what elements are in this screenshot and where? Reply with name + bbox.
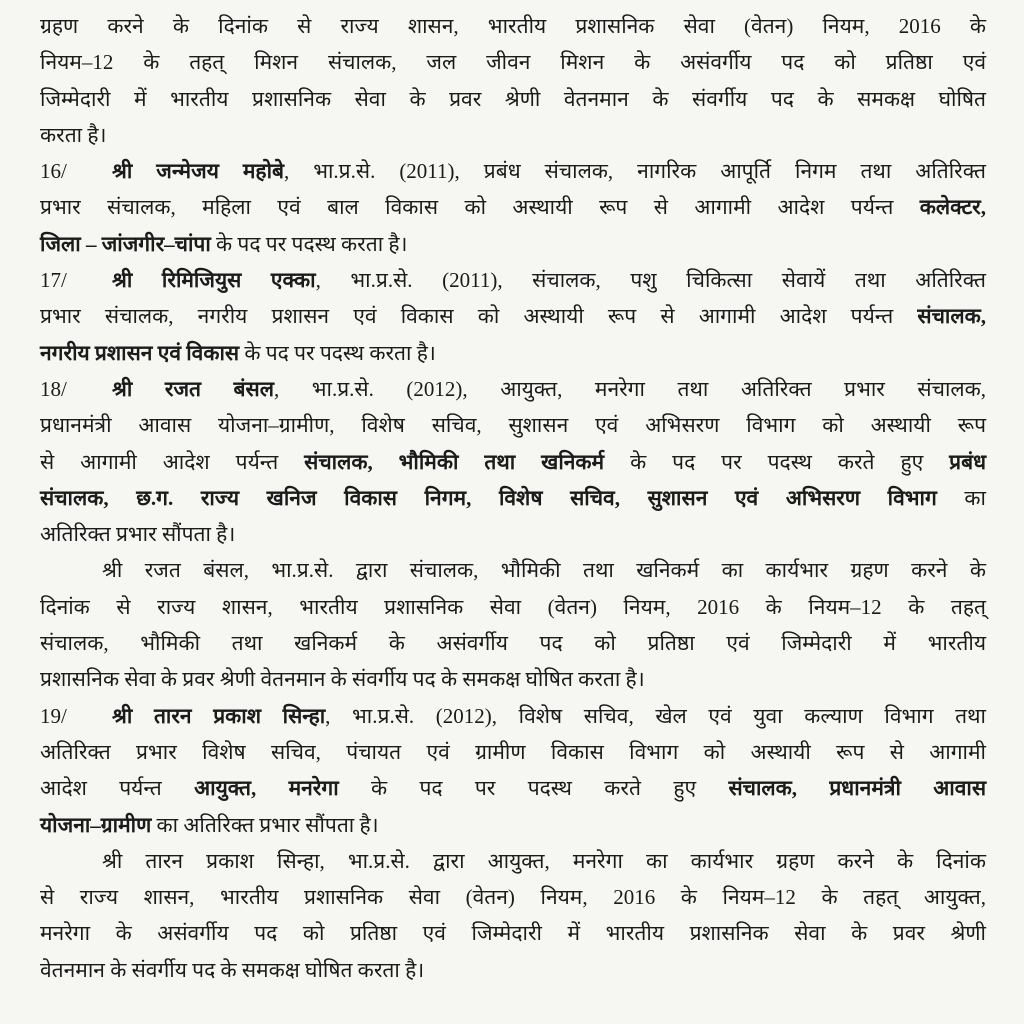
text-line xyxy=(40,552,986,588)
item-number: 19/ xyxy=(40,703,67,728)
item-number: 17/ xyxy=(40,268,67,293)
text-line xyxy=(40,661,986,697)
bold-text: श्री जन्मेजय महोबे xyxy=(112,159,284,184)
text-line xyxy=(40,44,986,80)
item-number: 16/ xyxy=(40,159,67,184)
text-segment: प्रशासनिक सेवा के प्रवर श्रेणी वेतनमान के संवर्गीय पद के समकक्ष घोषित करता है। xyxy=(40,667,645,692)
item-number: 18/ xyxy=(40,376,67,401)
text-segment: से राज्य शासन, भारतीय प्रशासनिक सेवा (वेतन) नियम, 2016 के नियम–12 के तहत् आयुक्त, xyxy=(40,885,986,910)
text-segment: के पद पर पदस्थ करता है। xyxy=(239,340,436,365)
text-line xyxy=(40,698,986,734)
bold-text: संचालक, छ.ग. राज्य खनिज विकास निगम, विशेष सचिव, सुशासन एवं अभिसरण विभाग xyxy=(40,485,937,510)
text-segment: के पद पर पदस्थ करते हुए xyxy=(604,449,950,474)
text-line xyxy=(40,625,986,661)
bold-text: संचालक, भौमिकी तथा खनिकर्म xyxy=(304,449,605,474)
bold-text: प्रबंध xyxy=(949,449,987,474)
text-segment: प्रधानमंत्री आवास योजना–ग्रामीण, विशेष सचिव, सुशासन एवं अभिसरण विभाग को अस्थायी रूप xyxy=(40,413,986,438)
text-line xyxy=(40,298,986,334)
text-segment: दिनांक से राज्य शासन, भारतीय प्रशासनिक सेवा (वेतन) नियम, 2016 के नियम–12 के तहत् xyxy=(40,594,986,619)
text-segment: के पद पर पदस्थ करते हुए xyxy=(338,776,729,801)
bold-text: कलेक्टर, xyxy=(919,195,986,220)
text-line xyxy=(40,81,986,117)
bold-text: योजना–ग्रामीण xyxy=(40,812,152,837)
document-body xyxy=(40,8,986,988)
text-segment: वेतनमान के संवर्गीय पद के समकक्ष घोषित करता है। xyxy=(40,957,425,982)
text-segment: का अतिरिक्त प्रभार सौंपता है। xyxy=(151,812,379,837)
bold-text: संचालक, प्रधानमंत्री आवास xyxy=(728,776,987,801)
text-line xyxy=(40,335,986,371)
text-line xyxy=(40,807,986,843)
text-segment: मनरेगा के असंवर्गीय पद को प्रतिष्ठा एवं जिम्मेदारी में भारतीय प्रशासनिक सेवा के प्रवर श्रेणी xyxy=(40,921,986,946)
text-segment: , भा.प्र.से. (2011), प्रबंध संचालक, नागरिक आपूर्ति निगम तथा अतिरिक्त xyxy=(284,159,986,184)
text-segment: , भा.प्र.से. (2012), विशेष सचिव, खेल एवं युवा कल्याण विभाग तथा xyxy=(325,703,986,728)
text-segment: नियम–12 के तहत् मिशन संचालक, जल जीवन मिशन के असंवर्गीय पद को प्रतिष्ठा एवं xyxy=(40,50,986,75)
text-line xyxy=(40,153,986,189)
text-segment: आदेश पर्यन्त xyxy=(40,776,195,801)
text-segment: से आगामी आदेश पर्यन्त xyxy=(40,449,305,474)
text-segment: , भा.प्र.से. (2012), आयुक्त, मनरेगा तथा अतिरिक्त प्रभार संचालक, xyxy=(273,376,987,401)
text-line xyxy=(40,226,986,262)
bold-text: श्री तारन प्रकाश सिन्हा xyxy=(112,703,326,728)
bold-text: आयुक्त, मनरेगा xyxy=(194,776,339,801)
bold-text: जिला – जांजगीर–चांपा xyxy=(40,231,211,256)
text-segment: अतिरिक्त प्रभार विशेष सचिव, पंचायत एवं ग्रामीण विकास विभाग को अस्थायी रूप से आगामी xyxy=(40,739,986,764)
text-line xyxy=(40,189,986,225)
text-line xyxy=(40,915,986,951)
text-line xyxy=(40,952,986,988)
text-segment: , भा.प्र.से. (2011), संचालक, पशु चिकित्सा सेवायें तथा अतिरिक्त xyxy=(315,268,986,293)
text-segment: अतिरिक्त प्रभार सौंपता है। xyxy=(40,522,236,547)
text-line xyxy=(40,770,986,806)
text-line xyxy=(40,843,986,879)
text-line xyxy=(40,879,986,915)
bold-text: नगरीय प्रशासन एवं विकास xyxy=(40,340,240,365)
text-line xyxy=(40,516,986,552)
text-line xyxy=(40,371,986,407)
text-segment: ग्रहण करने के दिनांक से राज्य शासन, भारतीय प्रशासनिक सेवा (वेतन) नियम, 2016 के xyxy=(40,14,986,38)
text-segment: करता है। xyxy=(40,122,107,147)
text-line xyxy=(40,734,986,770)
text-line xyxy=(40,589,986,625)
bold-text: संचालक, xyxy=(917,304,986,329)
text-line xyxy=(40,117,986,153)
text-line xyxy=(40,444,986,480)
text-segment: श्री रजत बंसल, भा.प्र.से. द्वारा संचालक, भौमिकी तथा खनिकर्म का कार्यभार ग्रहण करने के xyxy=(102,558,986,583)
text-line xyxy=(40,262,986,298)
text-line xyxy=(40,480,986,516)
text-segment: प्रभार संचालक, महिला एवं बाल विकास को अस्थायी रूप से आगामी आदेश पर्यन्त xyxy=(40,195,920,220)
bold-text: श्री रजत बंसल xyxy=(112,376,274,401)
text-segment: प्रभार संचालक, नगरीय प्रशासन एवं विकास को अस्थायी रूप से आगामी आदेश पर्यन्त xyxy=(40,304,918,329)
text-segment: के पद पर पदस्थ करता है। xyxy=(210,231,408,256)
text-segment: श्री तारन प्रकाश सिन्हा, भा.प्र.से. द्वारा आयुक्त, मनरेगा का कार्यभार ग्रहण करने के दिनांक xyxy=(102,848,986,873)
text-line xyxy=(40,407,986,443)
bold-text: श्री रिमिजियुस एक्का xyxy=(112,268,316,293)
text-segment: जिम्मेदारी में भारतीय प्रशासनिक सेवा के प्रवर श्रेणी वेतनमान के संवर्गीय पद के समकक्ष घोषित xyxy=(40,86,986,111)
text-segment: संचालक, भौमिकी तथा खनिकर्म के असंवर्गीय पद को प्रतिष्ठा एवं जिम्मेदारी में भारतीय xyxy=(40,631,986,656)
text-line xyxy=(40,8,986,44)
text-segment: का xyxy=(936,485,986,510)
